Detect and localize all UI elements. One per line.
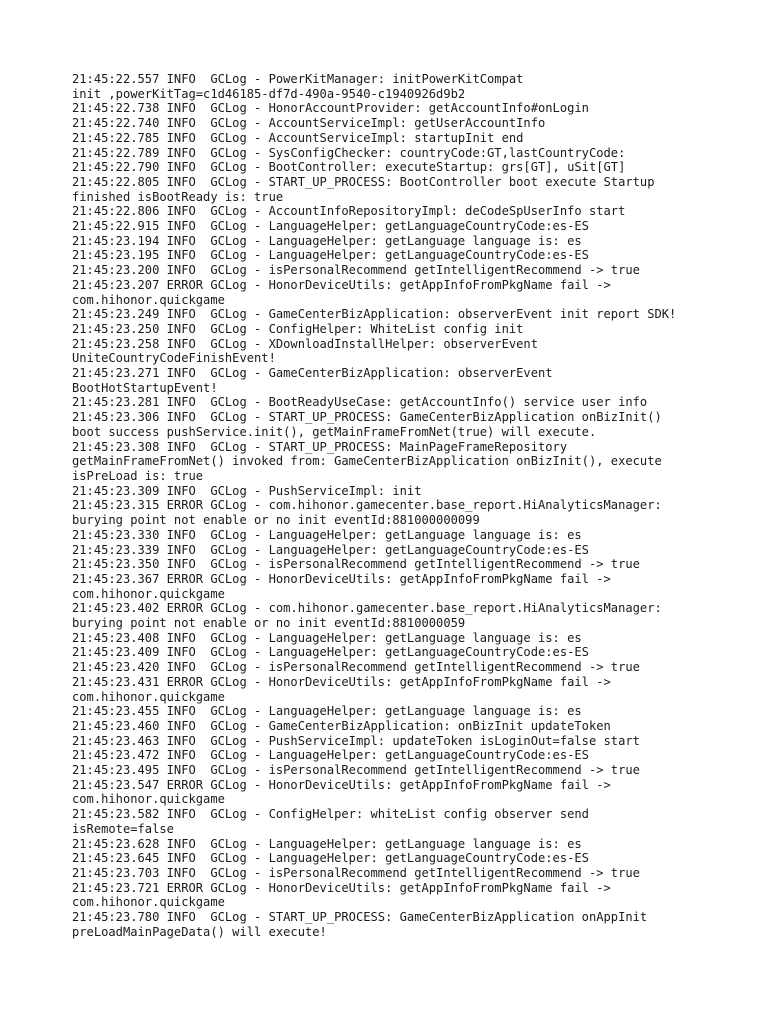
log-line: 21:45:23.431 ERROR GCLog - HonorDeviceUtils: getAppInfoFromPkgName fail -> xyxy=(72,674,611,689)
log-line: 21:45:23.350 INFO GCLog - isPersonalRecommend getIntelligentRecommend -> true xyxy=(72,557,640,572)
log-line: init ,powerKitTag=c1d46185-df7d-490a-9540-c1940926d9b2 xyxy=(72,86,466,101)
log-line: 21:45:22.806 INFO GCLog - AccountInfoRepositoryImpl: deCodeSpUserInfo start xyxy=(72,204,626,219)
log-line: 21:45:23.281 INFO GCLog - BootReadyUseCase: getAccountInfo() service user info xyxy=(72,395,648,410)
log-line: 21:45:23.195 INFO GCLog - LanguageHelper: getLanguageCountryCode:es-ES xyxy=(72,248,589,263)
log-line: 21:45:23.460 INFO GCLog - GameCenterBizApplication: onBizInit updateToken xyxy=(72,718,611,733)
log-line: 21:45:23.547 ERROR GCLog - HonorDeviceUtils: getAppInfoFromPkgName fail -> xyxy=(72,777,611,792)
log-line: 21:45:23.402 ERROR GCLog - com.hihonor.gamecenter.base_report.HiAnalyticsManager: xyxy=(72,601,662,616)
log-line: 21:45:23.703 INFO GCLog - isPersonalRecommend getIntelligentRecommend -> true xyxy=(72,865,640,880)
log-line: com.hihonor.quickgame xyxy=(72,292,225,307)
log-line: 21:45:23.367 ERROR GCLog - HonorDeviceUtils: getAppInfoFromPkgName fail -> xyxy=(72,571,611,586)
log-line: 21:45:22.557 INFO GCLog - PowerKitManager: initPowerKitCompat xyxy=(72,72,524,86)
log-line: 21:45:23.455 INFO GCLog - LanguageHelper: getLanguage language is: es xyxy=(72,704,582,719)
log-line: 21:45:23.628 INFO GCLog - LanguageHelper: getLanguage language is: es xyxy=(72,836,582,851)
log-line: 21:45:23.721 ERROR GCLog - HonorDeviceUtils: getAppInfoFromPkgName fail -> xyxy=(72,880,611,895)
log-line: 21:45:23.463 INFO GCLog - PushServiceImpl: updateToken isLoginOut=false start xyxy=(72,733,640,748)
log-line: 21:45:23.271 INFO GCLog - GameCenterBizApplication: observerEvent xyxy=(72,366,553,381)
log-line: 21:45:22.740 INFO GCLog - AccountServiceImpl: getUserAccountInfo xyxy=(72,116,546,131)
log-line: com.hihonor.quickgame xyxy=(72,895,225,910)
log-line: 21:45:23.200 INFO GCLog - isPersonalRecommend getIntelligentRecommend -> true xyxy=(72,263,640,278)
log-line: com.hihonor.quickgame xyxy=(72,689,225,704)
log-line: preLoadMainPageData() will execute! xyxy=(72,924,327,939)
log-line: 21:45:23.472 INFO GCLog - LanguageHelper: getLanguageCountryCode:es-ES xyxy=(72,748,589,763)
log-line: 21:45:23.420 INFO GCLog - isPersonalRecommend getIntelligentRecommend -> true xyxy=(72,660,640,675)
log-line: 21:45:23.408 INFO GCLog - LanguageHelper: getLanguage language is: es xyxy=(72,630,582,645)
log-line: UniteCountryCodeFinishEvent! xyxy=(72,351,276,366)
log-line: boot success pushService.init(), getMainFrameFromNet(true) will execute. xyxy=(72,424,597,439)
log-line: 21:45:23.339 INFO GCLog - LanguageHelper: getLanguageCountryCode:es-ES xyxy=(72,542,589,557)
log-line: 21:45:22.789 INFO GCLog - SysConfigChecker: countryCode:GT,lastCountryCode: xyxy=(72,145,626,160)
log-line: 21:45:23.409 INFO GCLog - LanguageHelper: getLanguageCountryCode:es-ES xyxy=(72,645,589,660)
log-line: 21:45:23.306 INFO GCLog - START_UP_PROCESS: GameCenterBizApplication onBizInit() xyxy=(72,410,662,425)
log-line: 21:45:22.785 INFO GCLog - AccountServiceImpl: startupInit end xyxy=(72,130,524,145)
log-line: 21:45:23.207 ERROR GCLog - HonorDeviceUtils: getAppInfoFromPkgName fail -> xyxy=(72,277,611,292)
log-line: 21:45:23.330 INFO GCLog - LanguageHelper: getLanguage language is: es xyxy=(72,527,582,542)
log-line: 21:45:22.790 INFO GCLog - BootController: executeStartup: grs[GT], uSit[GT] xyxy=(72,160,626,175)
log-line: 21:45:23.249 INFO GCLog - GameCenterBizApplication: observerEvent init report SDK! xyxy=(72,307,677,322)
log-line: 21:45:22.738 INFO GCLog - HonorAccountProvider: getAccountInfo#onLogin xyxy=(72,101,589,116)
log-line: 21:45:23.258 INFO GCLog - XDownloadInstallHelper: observerEvent xyxy=(72,336,538,351)
log-line: 21:45:22.805 INFO GCLog - START_UP_PROCESS: BootController boot execute Startup xyxy=(72,174,655,189)
log-line: burying point not enable or no init eventId:881000000099 xyxy=(72,513,480,528)
log-line: 21:45:23.780 INFO GCLog - START_UP_PROCESS: GameCenterBizApplication onAppInit xyxy=(72,910,648,925)
log-line: getMainFrameFromNet() invoked from: GameCenterBizApplication onBizInit(), execute xyxy=(72,454,662,469)
log-document xyxy=(72,72,712,939)
log-line: BootHotStartupEvent! xyxy=(72,380,218,395)
log-line: 21:45:23.582 INFO GCLog - ConfigHelper: whiteList config observer send xyxy=(72,807,589,822)
log-line: 21:45:23.250 INFO GCLog - ConfigHelper: WhiteList config init xyxy=(72,321,524,336)
log-line: isRemote=false xyxy=(72,821,174,836)
log-line: isPreLoad is: true xyxy=(72,468,204,483)
log-line: 21:45:23.495 INFO GCLog - isPersonalRecommend getIntelligentRecommend -> true xyxy=(72,763,640,778)
log-line: 21:45:23.194 INFO GCLog - LanguageHelper: getLanguage language is: es xyxy=(72,233,582,248)
log-line: com.hihonor.quickgame xyxy=(72,586,225,601)
log-line: com.hihonor.quickgame xyxy=(72,792,225,807)
log-line: 21:45:22.915 INFO GCLog - LanguageHelper: getLanguageCountryCode:es-ES xyxy=(72,219,589,234)
log-line: 21:45:23.645 INFO GCLog - LanguageHelper: getLanguageCountryCode:es-ES xyxy=(72,851,589,866)
log-line: 21:45:23.315 ERROR GCLog - com.hihonor.gamecenter.base_report.HiAnalyticsManager: xyxy=(72,498,662,513)
log-line: finished isBootReady is: true xyxy=(72,189,284,204)
log-line: burying point not enable or no init eventId:8810000059 xyxy=(72,616,466,631)
log-line: 21:45:23.309 INFO GCLog - PushServiceImpl: init xyxy=(72,483,422,498)
log-line: 21:45:23.308 INFO GCLog - START_UP_PROCESS: MainPageFrameRepository xyxy=(72,439,568,454)
